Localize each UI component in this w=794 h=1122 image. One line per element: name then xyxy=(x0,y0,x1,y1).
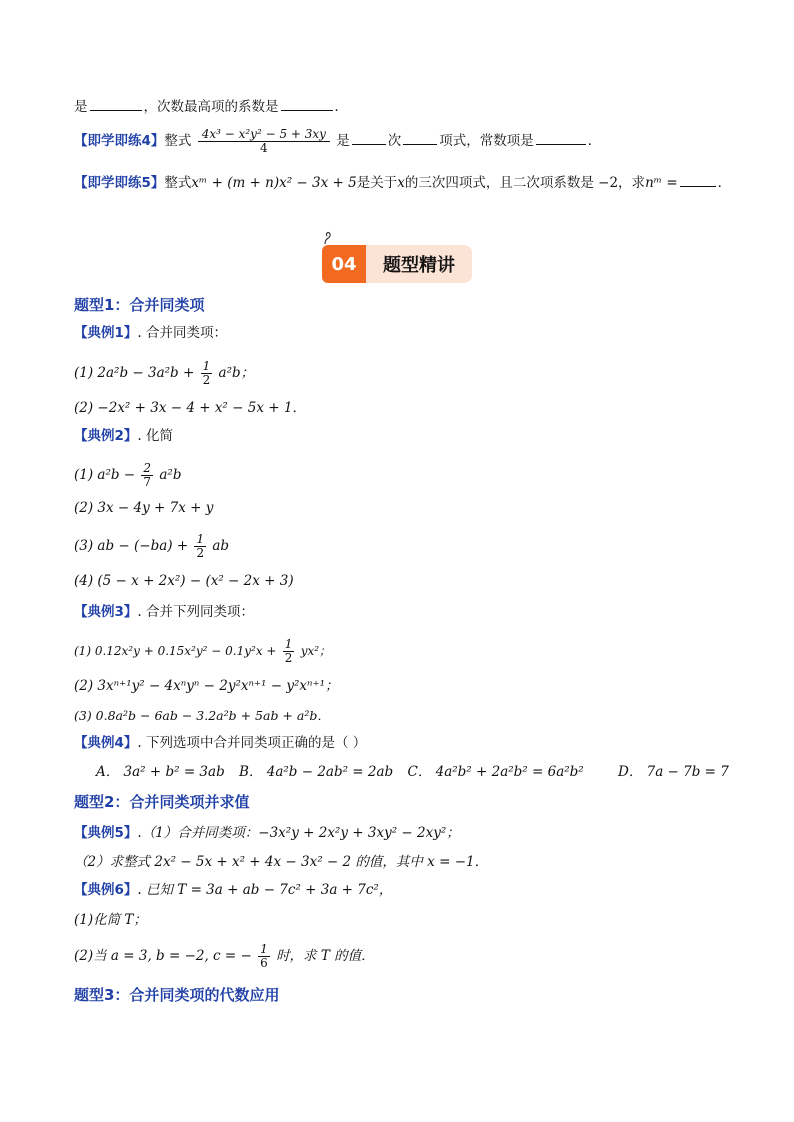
leaf-curl-icon xyxy=(322,231,336,245)
answer-blank[interactable] xyxy=(352,130,386,145)
option-a[interactable]: A． 3a² + b² = 3ab xyxy=(96,764,225,780)
practice-5: 【即学即练5】整式xᵐ + (m + n)x² − 3x + 5是关于x的三次四项式，且二次项系数是 −2，求nᵐ = ． xyxy=(74,172,731,193)
option-c[interactable]: C． 4a²b² + 2a²b² = 6a²b² xyxy=(407,764,584,780)
example-3: 【典例3】. 合并下列同类项： xyxy=(74,604,254,620)
practice-4-fraction: $\frac{\text{4x³ − x²y² − 5 + 3xy}}{4}$ xyxy=(198,128,330,155)
example-2-part-2: (2) 3x − 4y + 7x + y xyxy=(74,500,214,516)
example-6: 【典例6】. 已知 T = 3a + ab − 7c² + 3a + 7c²， xyxy=(74,882,393,898)
practice-4: 【即学即练4】整式 $\frac{\text{4x³ − x²y² − 5 + 3xy}}{4}$ 是 次 项式，常数项是 ． xyxy=(74,127,602,155)
example-3-part-2: (2) 3xⁿ⁺¹y² − 4xⁿyⁿ − 2y²xⁿ⁺¹ − y²xⁿ⁺¹； xyxy=(74,678,339,694)
example-3-part-3: (3) 0.8a²b − 6ab − 3.2a²b + 5ab + a²b． xyxy=(74,708,330,723)
fraction: $\frac{1}{6}$ xyxy=(260,942,268,970)
answer-blank[interactable] xyxy=(281,96,333,111)
example-4-options xyxy=(96,762,739,782)
option-b[interactable]: B． 4a²b − 2ab² = 2ab xyxy=(239,764,394,780)
fraction: $\frac{2}{7}$ xyxy=(143,461,152,489)
example-3-part-1: (1) 0.12x²y + 0.15x²y² − 0.1y²x + $\frac{1}{2}$ yx²； xyxy=(74,637,332,665)
example-6-part-2: (2)当 a = 3, b = −2, c = − $\frac{1}{6}$ 时，求 T 的值． xyxy=(74,942,375,970)
example-5: 【典例5】.（1）合并同类项：−3x²y + 2x²y + 3xy² − 2xy²； xyxy=(74,825,460,841)
type-1-heading: 题型1：合并同类项 xyxy=(74,296,205,314)
example-2-part-1: (1) a²b − $\frac{2}{7}$ a²b xyxy=(74,461,182,489)
type-3-heading: 题型3：合并同类项的代数应用 xyxy=(74,986,280,1004)
fraction: $\frac{1}{2}$ xyxy=(196,532,205,560)
fraction: $\frac{1}{2}$ xyxy=(202,359,211,387)
example-5-part-2: （2）求整式 2x² − 5x + x² + 4x − 3x² − 2 的值，其中 x = −1． xyxy=(74,854,489,870)
example-1-part-2: (2) −2x² + 3x − 4 + x² − 5x + 1． xyxy=(74,400,306,416)
example-2-part-3: (3) ab − (−ba) + $\frac{1}{2}$ ab xyxy=(74,532,230,560)
answer-blank[interactable] xyxy=(403,130,437,145)
banner-number: 04 xyxy=(322,245,366,283)
option-d[interactable]: D． 7a − 7b = 7 xyxy=(618,764,729,780)
practice-4-label: 【即学即练4】 xyxy=(74,133,165,149)
fraction: $\frac{1}{2}$ xyxy=(284,637,293,665)
answer-blank[interactable] xyxy=(536,130,586,145)
example-2: 【典例2】. 化简 xyxy=(74,428,173,444)
practice-5-label: 【即学即练5】 xyxy=(74,175,165,191)
example-1: 【典例1】. 合并同类项： xyxy=(74,325,227,341)
intro-line-1: 是 ，次数最高项的系数是 ． xyxy=(74,96,348,117)
section-banner xyxy=(322,245,472,283)
answer-blank[interactable] xyxy=(680,172,716,187)
example-2-part-4: (4) (5 − x + 2x²) − (x² − 2x + 3) xyxy=(74,573,294,589)
type-2-heading: 题型2：合并同类项并求值 xyxy=(74,793,250,811)
answer-blank[interactable] xyxy=(90,96,142,111)
example-1-part-1: (1) 2a²b − 3a²b + $\frac{1}{2}$ a²b； xyxy=(74,359,255,387)
banner-title: 题型精讲 xyxy=(366,245,472,283)
example-4: 【典例4】. 下列选项中合并同类项正确的是（ ） xyxy=(74,735,367,751)
example-6-part-1: (1)化简 T； xyxy=(74,912,147,928)
